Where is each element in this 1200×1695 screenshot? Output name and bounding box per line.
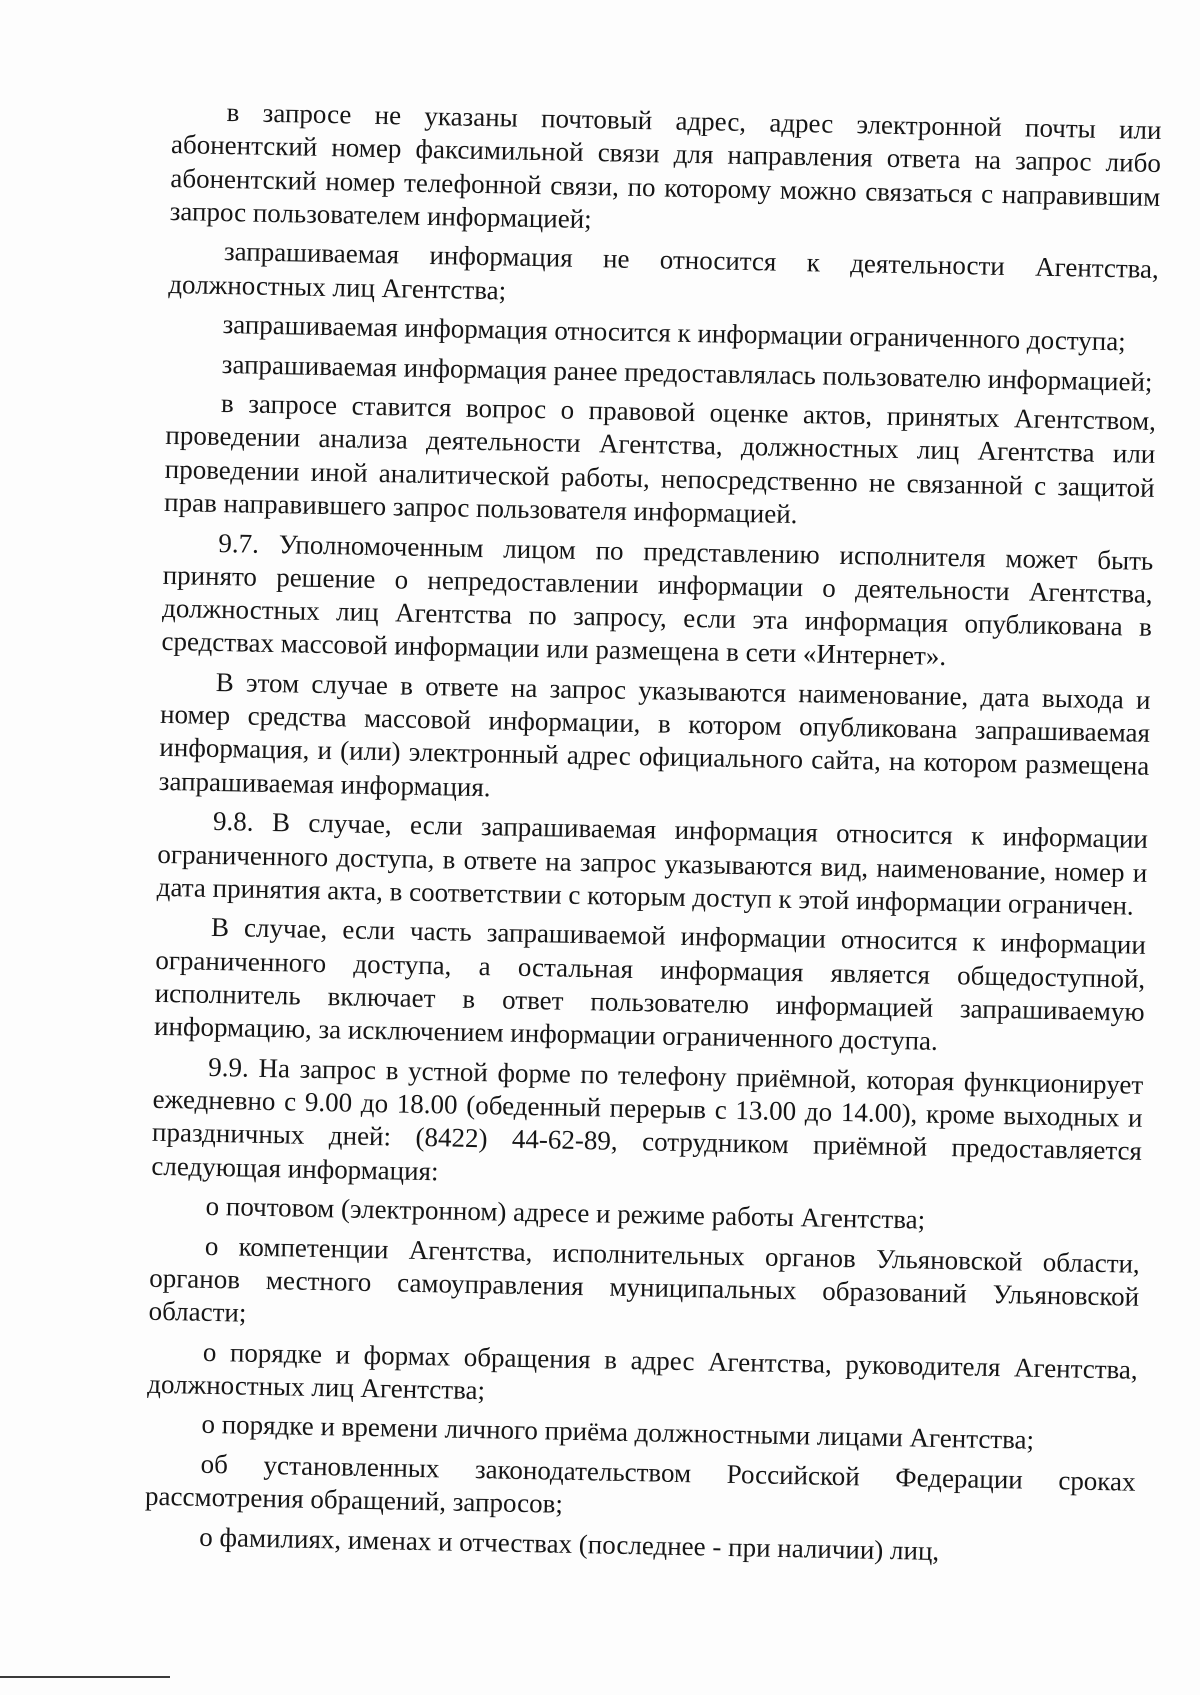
paragraph-11: о почтовом (электронном) адресе и режиме работы Агентства; <box>205 1190 926 1235</box>
document-body <box>144 95 1162 1578</box>
paragraph-4: запрашиваемая информация ранее предоставлялась пользователю информацией; <box>221 348 1153 397</box>
paragraph-9-7: 9.7. Уполномоченным лицом по представлению исполнителя может быть принято решение о непредоставлении информации о деятельности Агентства, должностных лиц Агентства по запросу, если эта информация опубликована в средствах массовой информации или размещена в сети «Интернет». <box>161 527 1154 672</box>
paragraph-16: о фамилиях, именах и отчествах (последнее - при наличии) лиц, <box>199 1521 940 1566</box>
paragraph-9: В случае, если часть запрашиваемой информации относится к информации ограниченного доступа, а остальная информация является общедоступной, исполнитель включает в ответ пользователю информацией запрашиваемую информацию, за исключением информации ограниченного доступа. <box>153 912 1147 1057</box>
paragraph-9-8: 9.8. В случае, если запрашиваемая информация относится к информации ограниченного доступа, в ответе на запрос указываются вид, наименование, номер и дата принятия акта, в соответствии с которым доступ к этой информации ограничен. <box>156 806 1149 921</box>
scan-edge-line <box>0 1676 170 1678</box>
paragraph-2: запрашиваемая информация не относится к деятельности Агентства, должностных лиц Агентства; <box>168 236 1160 306</box>
paragraph-7: В этом случае в ответе на запрос указываются наименование, дата выхода и номер средства массовой информации, в котором опубликована запрашиваемая информация, и (или) электронный адрес официального сайта, на котором размещена запрашиваемая информация. <box>158 666 1151 803</box>
paragraph-13: о порядке и формах обращения в адрес Агентства, руководителя Агентства, должностных лиц Агентства; <box>146 1336 1139 1406</box>
paragraph-14: о порядке и времени личного приёма должностными лицами Агентства; <box>201 1409 1035 1456</box>
paragraph-1: в запросе не указаны почтовый адрес, адрес электронной почты или абонентский номер факсимильной связи для направления ответа на запрос либо абонентский номер телефонной связи, по которому можно связаться с направившим запрос пользователем информацией; <box>169 97 1162 234</box>
paragraph-9-9: 9.9. На запрос в устной форме по телефону приёмной, которая функционирует ежедневно с 9.00 до 18.00 (обеденный перерыв с 13.00 до 14.00), кроме выходных и праздничных дней: (8422) 44-62-89, сотрудником приёмной предоставляется следующая информация: <box>151 1051 1144 1186</box>
paragraph-3: запрашиваемая информация относится к информации ограниченного доступа; <box>222 309 1127 357</box>
paragraph-5: в запросе ставится вопрос о правовой оценке актов, принятых Агентством, проведении анализа деятельности Агентства, должностных лиц Агентства или проведении иной аналитической работы, непосредственно не связанной с защитой прав направившего запрос пользователя информацией. <box>163 388 1157 530</box>
paragraph-15: об установленных законодательством Российской Федерации сроках рассмотрения обращений, запросов; <box>144 1448 1136 1519</box>
paragraph-12: о компетенции Агентства, исполнительных органов Ульяновской области, органов местного самоуправления муниципальных образований Ульяновской области; <box>148 1230 1141 1328</box>
